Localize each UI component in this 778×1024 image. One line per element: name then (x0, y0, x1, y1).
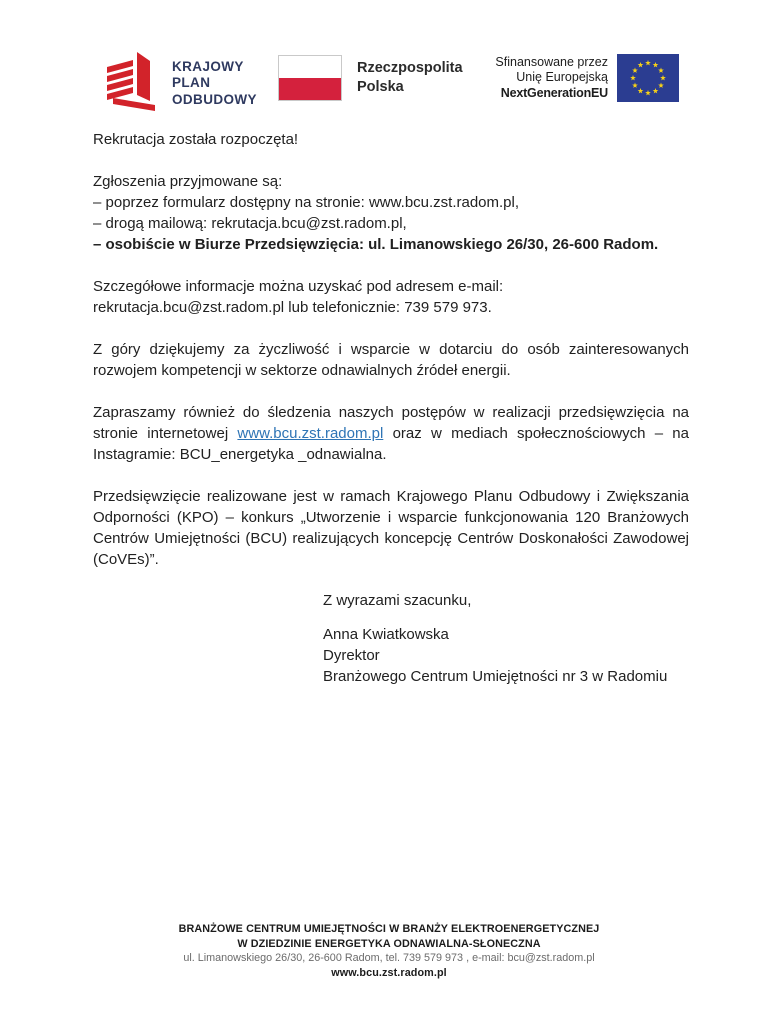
paragraph-applications (93, 171, 689, 255)
footer (0, 922, 778, 981)
eu-logo-line: Unię Europejską (516, 70, 608, 85)
signature-closing: Z wyrazami szacunku, (323, 592, 472, 609)
paragraph-follow-us (93, 402, 689, 465)
paragraph-contact (93, 276, 689, 318)
footer-website: www.bcu.zst.radom.pl (331, 967, 447, 979)
website-link[interactable]: www.bcu.zst.radom.pl (237, 425, 384, 442)
paragraph-kpo-info: Przedsięwzięcie realizowane jest w ramach Krajowego Planu Odbudowy i Zwiększania Odporności (KPO) – konkurs „Utworzenie i wsparcie funkcjonowania 120 Branżowych Centrów Umiejętności (BCU) realizujących koncepcję Centrów Doskonałości Zawodowej (CoVEs)”. (93, 488, 689, 568)
signature-block (323, 590, 667, 687)
paragraph-opening: Rekrutacja została rozpoczęta! (93, 131, 299, 148)
footer-org-name-line2: W DZIEDZINIE ENERGETYKA ODNAWIALNA-SŁONECZNA (237, 937, 541, 950)
follow-text-before: Zapraszamy również do śledzenia naszych postępów w realizacji przedsięwzięcia na stronie internetowej (93, 404, 689, 442)
eu-flag-icon (617, 54, 679, 102)
poland-logo-line: Polska (357, 79, 404, 95)
poland-logo-line: Rzeczpospolita (357, 60, 463, 76)
letter-body (93, 129, 689, 591)
contact-line: Szczegółowe informacje można uzyskać pod adresem e-mail: (93, 278, 504, 295)
eu-logo (484, 54, 679, 102)
application-bullet-email: – drogą mailową: rekrutacja.bcu@zst.radom.pl, (93, 215, 407, 232)
poland-logo (278, 55, 463, 101)
signature-name: Anna Kwiatkowska (323, 626, 449, 643)
eu-logo-line: NextGenerationEU (500, 85, 608, 100)
kpo-logo-text (172, 59, 257, 109)
kpo-building-icon (103, 50, 161, 117)
application-bullet-office: – osobiście w Biurze Przedsięwzięcia: ul. Limanowskiego 26/30, 26-600 Radom. (93, 236, 659, 253)
eu-logo-line: Sfinansowane przez (495, 54, 608, 69)
header-logos (0, 48, 778, 120)
applications-intro: Zgłoszenia przyjmowane są: (93, 173, 283, 190)
eu-logo-text (484, 55, 608, 102)
contact-line: rekrutacja.bcu@zst.radom.pl lub telefonicznie: 739 579 973. (93, 299, 492, 316)
follow-text-after: oraz w mediach społecznościowych – na Instagramie: BCU_energetyka _odnawialna. (93, 425, 689, 463)
poland-logo-text (357, 59, 463, 97)
kpo-logo-line: KRAJOWY (172, 58, 244, 74)
application-bullet-form: – poprzez formularz dostępny na stronie: www.bcu.zst.radom.pl, (93, 194, 520, 211)
kpo-logo-line: PLAN (172, 75, 211, 91)
signature-organization: Branżowego Centrum Umiejętności nr 3 w Radomiu (323, 668, 668, 685)
footer-contact-line: ul. Limanowskiego 26/30, 26-600 Radom, tel. 739 579 973 , e-mail: bcu@zst.radom.pl (183, 952, 595, 964)
footer-org-name-line1: BRANŻOWE CENTRUM UMIEJĘTNOŚCI W BRANŻY ELEKTROENERGETYCZNEJ (178, 923, 600, 935)
kpo-logo (103, 50, 257, 117)
kpo-logo-line: ODBUDOWY (172, 91, 257, 107)
paragraph-thanks: Z góry dziękujemy za życzliwość i wsparcie w dotarciu do osób zainteresowanych rozwojem kompetencji w sektorze odnawialnych źródeł energii. (93, 341, 689, 379)
poland-flag-icon (278, 55, 342, 101)
signature-title: Dyrektor (323, 647, 380, 664)
